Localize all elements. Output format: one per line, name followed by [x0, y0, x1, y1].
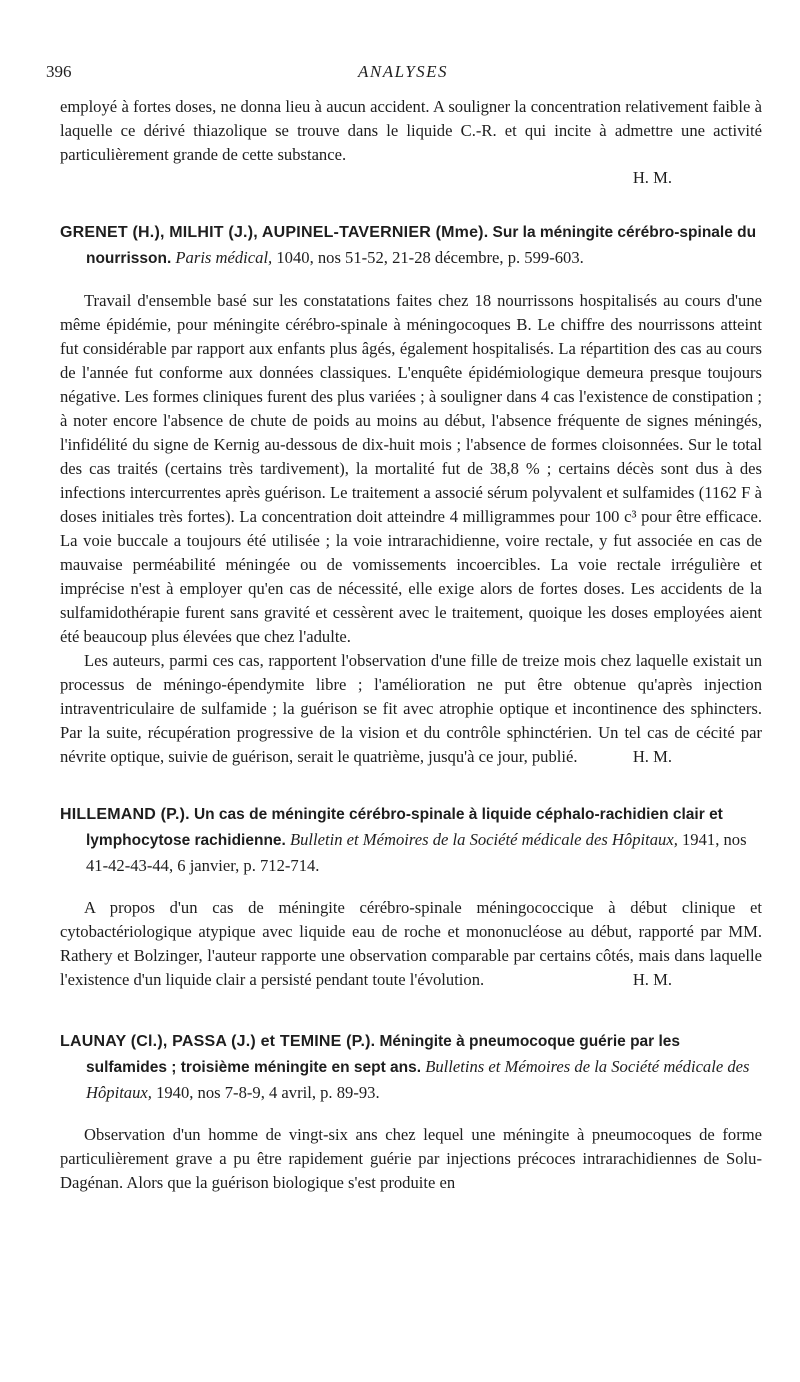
entry-title: Un cas de méningite cérébro-spinale à liquide céphalo-rachidien clair et lymphocytose rachidienne. [86, 806, 723, 849]
entry-reference: 1040, nos 51-52, 21-28 décembre, p. 599-603. [276, 248, 584, 267]
entry-citation [60, 1028, 762, 1105]
entry-journal: Bulletin et Mémoires de la Société médicale des Hôpitaux, [290, 830, 678, 849]
entry-citation [60, 219, 762, 271]
page-body [60, 95, 762, 1195]
entry-authors: LAUNAY (Cl.), PASSA (J.) et TEMINE (P.). [60, 1033, 376, 1050]
entry-citation [60, 801, 762, 878]
entry-launay [60, 1028, 762, 1195]
intro-signature: H. M. [632, 168, 672, 187]
entry-journal: Bulletins et Mémoires de la Société médicale des Hôpitaux, [86, 1057, 750, 1102]
running-header [46, 62, 760, 84]
entry-authors: GRENET (H.), MILHIT (J.), AUPINEL-TAVERNIER (Mme). [60, 224, 489, 241]
entry-authors: HILLEMAND (P.). [60, 806, 190, 823]
entry-reference: 1940, nos 7-8-9, 4 avril, p. 89-93. [156, 1083, 380, 1102]
entry-paragraph: Observation d'un homme de vingt-six ans chez lequel une méningite à pneumocoques de forme particulièrement grave a pu être rapidement guérie par injections précoces intrarachidiennes de Solu-Dagénan. Alors que la guérison biologique s'est produite en [60, 1125, 762, 1192]
entry-hillemand [60, 801, 762, 992]
entry-paragraph-text: A propos d'un cas de méningite cérébro-spinale méningococcique à début clinique et cytobactériologique atypique avec liquide eau de roche et mononucléose au début, rapporté par MM. Rathery et Bolzinger, l'auteur rapporte une observation comparable par certains côtés, mais dans laquelle l'existence d'un liquide clair a persisté pendant toute l'évolution. [60, 898, 762, 989]
entry-title: Sur la méningite cérébro-spinale du nourrisson. [86, 224, 757, 267]
entry-grenet [60, 219, 762, 769]
entry-paragraph-text: Les auteurs, parmi ces cas, rapportent l'observation d'une fille de treize mois chez laquelle existait un processus de méningo-épendymite libre ; l'amélioration ne put être obtenue qu'après injection intraventriculaire de sulfamide ; la guérison se fit avec atrophie optique et incontinence des sphincters. Par la suite, récupération progressive de la vision et du contrôle sphinctérien. Un tel cas de cécité par névrite optique, suivie de guérison, serait le quatrième, jusqu'à ce jour, publié. [60, 651, 762, 766]
page-number: 396 [46, 62, 72, 81]
entry-title: Méningite à pneumocoque guérie par les sulfamides ; troisième méningite en sept ans. [86, 1033, 681, 1076]
entry-reference: 1941, nos 41-42-43-44, 6 janvier, p. 712-714. [86, 830, 747, 875]
entry-signature: H. M. [632, 747, 672, 766]
entry-paragraph: Travail d'ensemble basé sur les constatations faites chez 18 nourrissons hospitalisés au cours d'une même épidémie, pour méningite cérébro-spinale à méningocoques B. Le chiffre des nourrissons atteint fut considérable par rapport aux enfants plus âgés, également hospitalisés. La répartition des cas au cours de l'année fut conforme aux données classiques. L'enquête épidémiologique demeura presque toujours négative. Les formes cliniques furent des plus variées ; à souligner dans 4 cas l'existence de constipation ; à noter encore l'absence de chute de poids au moins au début, l'absence fréquente de signes méningés, l'infidélité du signe de Kernig au-dessous de dix-huit mois ; l'absence de formes cloisonnées. Sur le total des cas traités (certains très tardivement), la mortalité fut de 38,8 % ; certains décès sont dus à des infections intercurrentes après guérison. Le traitement a associé sérum polyvalent et sulfamides (1162 F à doses initiales très fortes). La concentration doit atteindre 4 milligrammes pour 100 c³ pour être efficace. La voie buccale a toujours été utilisée ; la voie intrarachidienne, voire rectale, y fut associée en cas de mauvaise perméabilité méningée ou de vomissements incoercibles. La voie rectale irrégulière et imprécise n'est à employer qu'en cas de nécessité, elle exige alors de fortes doses. Les accidents de la sulfamidothérapie furent sans gravité et cessèrent avec le traitement, quoique les doses employées aient été beaucoup plus élevées que chez l'adulte. [60, 291, 762, 646]
entry-signature: H. M. [632, 970, 672, 989]
entry-paragraph [60, 896, 762, 992]
entry-journal: Paris médical, [175, 248, 273, 267]
entry-paragraph [60, 649, 762, 769]
running-title: ANALYSES [357, 62, 449, 81]
intro-paragraph: employé à fortes doses, ne donna lieu à aucun accident. A souligner la concentration relativement faible à laquelle ce dérivé thiazolique se trouve dans le liquide C.-R. et qui incite à admettre une activité particulièrement grande de cette substance. [60, 97, 762, 164]
